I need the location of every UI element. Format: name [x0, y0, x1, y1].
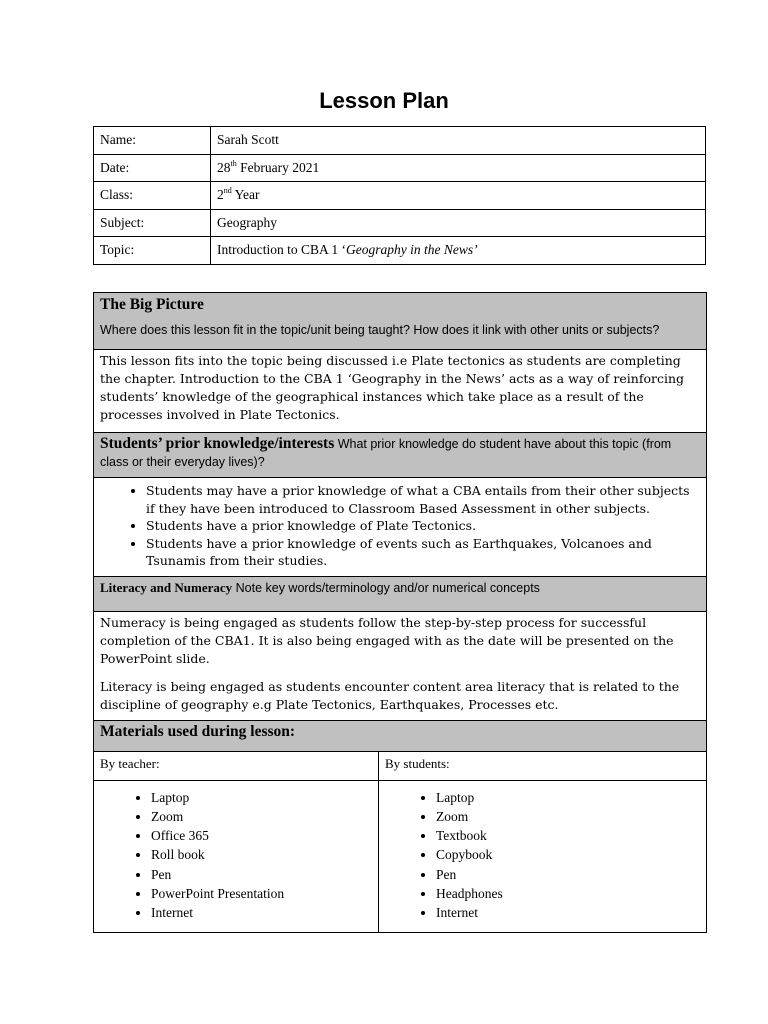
page-title: Lesson Plan	[319, 88, 449, 113]
materials-header-row	[94, 720, 707, 751]
plan-table	[93, 292, 707, 933]
list-item: • Copybook	[436, 845, 705, 864]
literacy-heading: Literacy and Numeracy	[100, 579, 233, 595]
big-picture-header-row	[94, 293, 707, 350]
teacher-materials-list	[95, 788, 377, 923]
prior-body	[94, 478, 707, 577]
materials-header	[94, 720, 707, 751]
list-item: • Students may have a prior knowledge of what a CBA entails from their other subjects if they have been introduced to Classroom Based Assessment in other subjects.	[146, 482, 700, 517]
date-suffix: th	[230, 158, 237, 168]
info-row-class	[94, 182, 706, 210]
prior-list	[100, 482, 700, 570]
list-item: • Internet	[436, 903, 705, 922]
big-picture-header	[94, 293, 707, 350]
literacy-body-row	[94, 611, 707, 720]
date-rest: February 2021	[236, 159, 320, 175]
subject-value: Geography	[211, 209, 706, 237]
by-teacher-label: By teacher:	[94, 751, 379, 780]
teacher-materials-cell	[94, 780, 379, 932]
student-materials-cell	[379, 780, 707, 932]
materials-col-header-row	[94, 751, 707, 780]
by-students-label: By students:	[379, 751, 707, 780]
list-item: • Roll book	[151, 845, 377, 864]
topic-prefix: Introduction to CBA 1 ‘	[217, 242, 346, 258]
info-row-name	[94, 127, 706, 155]
list-item: • Students have a prior knowledge of Plate Tectonics.	[146, 517, 700, 535]
big-picture-heading: The Big Picture	[100, 296, 204, 313]
literacy-body	[94, 611, 707, 720]
big-picture-body-row	[94, 350, 707, 433]
prior-prompt: What prior knowledge do student have about this topic (from class or their everyday lives)?	[100, 437, 672, 469]
list-item: • Students have a prior knowledge of events such as Earthquakes, Volcanoes and Tsunamis from their studies.	[146, 535, 700, 570]
info-row-topic	[94, 237, 706, 265]
prior-header	[94, 433, 707, 478]
list-item: • Textbook	[436, 826, 705, 845]
list-item: • Zoom	[151, 807, 377, 826]
literacy-header	[94, 576, 707, 611]
class-num: 2	[217, 187, 224, 203]
list-item: • Pen	[436, 865, 705, 884]
class-label: Class:	[94, 182, 211, 210]
prior-heading: Students’ prior knowledge/interests	[100, 435, 335, 452]
list-item: • Zoom	[436, 807, 705, 826]
list-item: • Pen	[151, 865, 377, 884]
info-row-date	[94, 154, 706, 182]
list-item: • Laptop	[436, 788, 705, 807]
numeracy-paragraph: Numeracy is being engaged as students follow the step-by-step process for successful completion of the CBA1. It is also being engaged with as the date will be presented on the PowerPoint slide.	[100, 614, 674, 666]
literacy-header-row	[94, 576, 707, 611]
topic-value	[211, 237, 706, 265]
name-label: Name:	[94, 127, 211, 155]
subject-label: Subject:	[94, 209, 211, 237]
literacy-prompt: Note key words/terminology and/or numerical concepts	[232, 580, 540, 595]
class-suffix: nd	[223, 186, 232, 196]
date-value	[211, 154, 706, 182]
topic-label: Topic:	[94, 237, 211, 265]
list-item: • Laptop	[151, 788, 377, 807]
big-picture-body: This lesson fits into the topic being discussed i.e Plate tectonics as students are completing the chapter. Introduction to the CBA 1 ‘Geography in the News’ acts as a way of reinforcing students’ knowledge of the geographical instances which take place as a result of the processes involved in Plate Tectonics.	[94, 350, 707, 433]
info-row-subject	[94, 209, 706, 237]
info-table	[93, 126, 706, 265]
list-item: • Headphones	[436, 884, 705, 903]
topic-italic: Geography in the News’	[346, 242, 478, 258]
list-item: • Office 365	[151, 826, 377, 845]
class-rest: Year	[231, 187, 260, 203]
prior-header-row	[94, 433, 707, 478]
date-label: Date:	[94, 154, 211, 182]
date-day: 28	[217, 159, 231, 175]
big-picture-prompt: Where does this lesson fit in the topic/unit being taught? How does it link with other units or subjects?	[100, 323, 660, 337]
student-materials-list	[380, 788, 705, 923]
list-item: • Internet	[151, 903, 377, 922]
literacy-paragraph: Literacy is being engaged as students encounter content area literacy that is related to the discipline of geography e.g Plate Tectonics, Earthquakes, Processes etc.	[100, 678, 680, 712]
materials-lists-row	[94, 780, 707, 932]
name-value: Sarah Scott	[211, 127, 706, 155]
prior-body-row	[94, 478, 707, 577]
list-item: • PowerPoint Presentation	[151, 884, 377, 903]
materials-heading: Materials used during lesson:	[100, 722, 296, 740]
class-value	[211, 182, 706, 210]
